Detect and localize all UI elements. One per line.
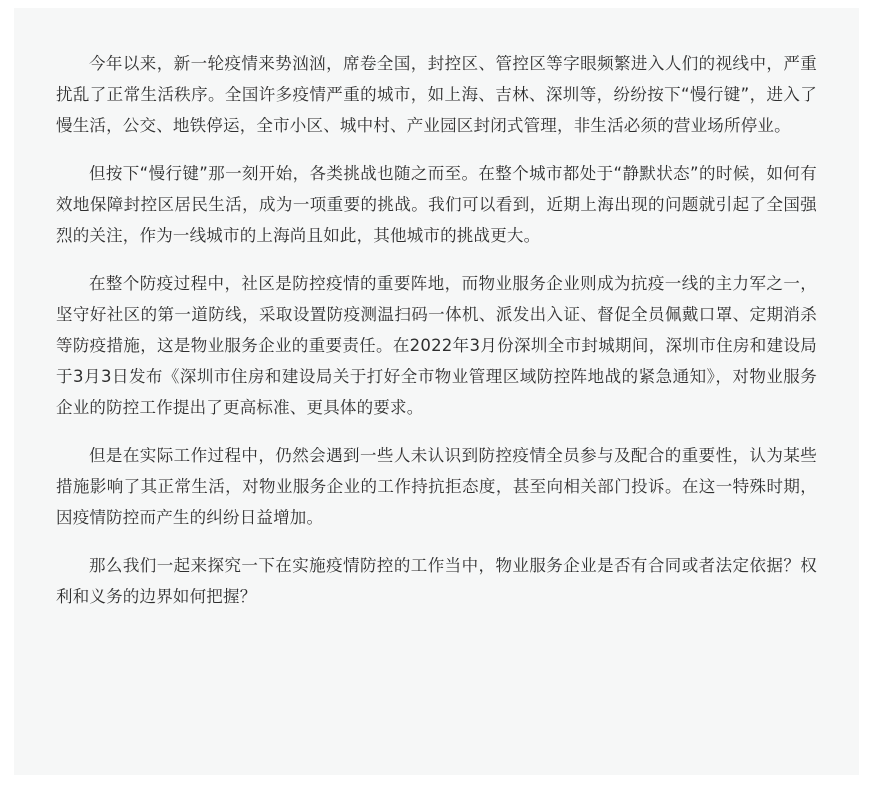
article-paragraph-1: 今年以来，新一轮疫情来势汹汹，席卷全国，封控区、管控区等字眼频繁进入人们的视线中，严重扰乱了正常生活秩序。全国许多疫情严重的城市，如上海、吉林、深圳等，纷纷按下“慢行键”，进入了慢生活，公交、地铁停运，全市小区、城中村、产业园区封闭式管理，非生活必须的营业场所停业。 [56, 54, 817, 135]
article-paragraph-4: 但是在实际工作过程中，仍然会遇到一些人未认识到防控疫情全员参与及配合的重要性，认为某些措施影响了其正常生活，对物业服务企业的工作持抗拒态度，甚至向相关部门投诉。在这一特殊时期，因疫情防控而产生的纠纷日益增加。 [56, 446, 817, 527]
article-paragraph-2: 但按下“慢行键”那一刻开始，各类挑战也随之而至。在整个城市都处于“静默状态”的时候，如何有效地保障封控区居民生活，成为一项重要的挑战。我们可以看到，近期上海出现的问题就引起了全国强烈的关注，作为一线城市的上海尚且如此，其他城市的挑战更大。 [56, 164, 817, 245]
article-container [14, 8, 859, 775]
article-paragraph-3: 在整个防疫过程中，社区是防控疫情的重要阵地，而物业服务企业则成为抗疫一线的主力军之一，坚守好社区的第一道防线，采取设置防疫测温扫码一体机、派发出入证、督促全员佩戴口罩、定期消杀等防疫措施，这是物业服务企业的重要责任。在2022年3月份深圳全市封城期间，深圳市住房和建设局于3月3日发布《深圳市住房和建设局关于打好全市物业管理区域防控阵地战的紧急通知》，对物业服务企业的防控工作提出了更高标准、更具体的要求。 [56, 274, 817, 417]
article-paragraph-5: 那么我们一起来探究一下在实施疫情防控的工作当中，物业服务企业是否有合同或者法定依据？权利和义务的边界如何把握？ [56, 556, 817, 606]
